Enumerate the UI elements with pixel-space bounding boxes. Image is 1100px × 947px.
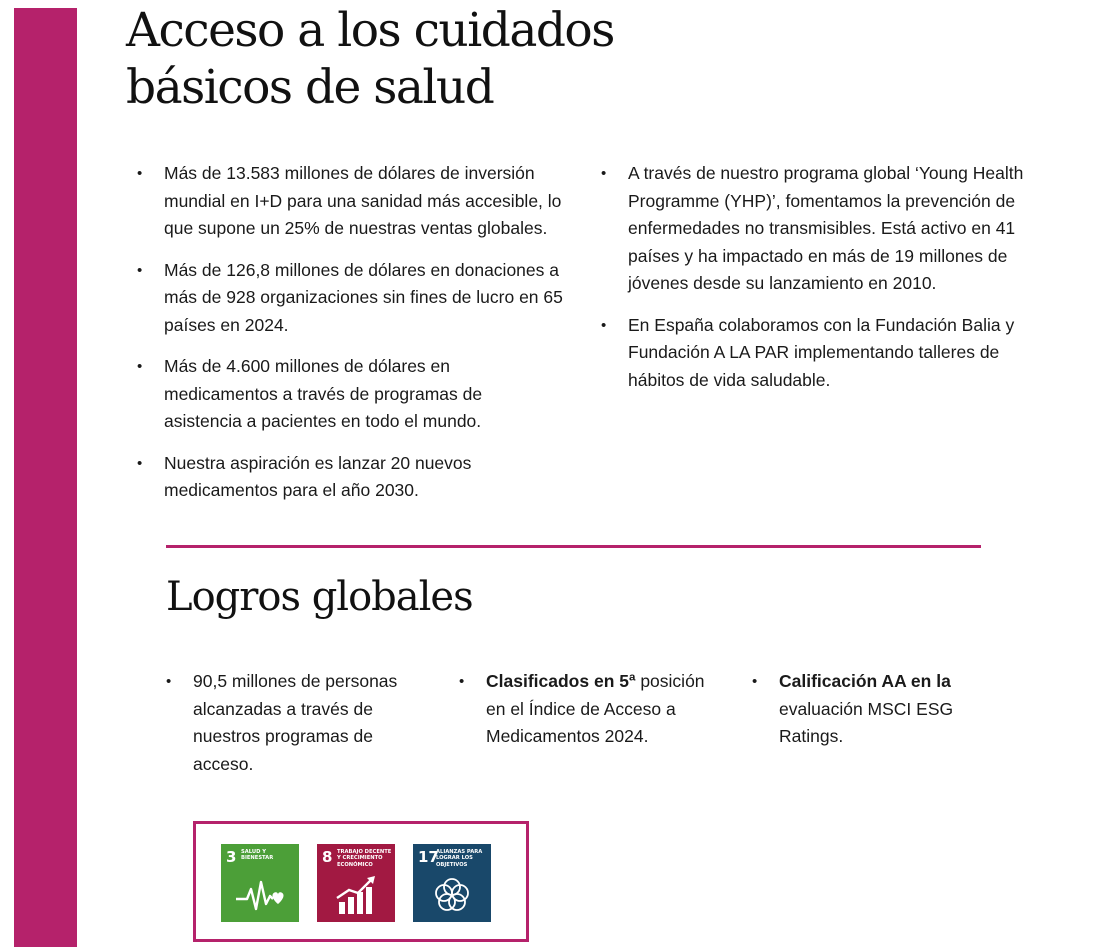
- achievement-2: [486, 668, 721, 765]
- achievement-1: [193, 668, 423, 792]
- page-title-line-2: básicos de salud: [126, 60, 494, 115]
- list-item-text: Más de 126,8 millones de dólares en donaciones a más de 928 organizaciones sin fines de lucro en 65 países en 2024.: [164, 259, 563, 335]
- list-item: • Más de 13.583 millones de dólares de inversión mundial en I+D para una sanidad más accesible, lo que supone un 25% de nuestras ventas globales.: [164, 160, 564, 243]
- sdg-number: 8: [322, 848, 333, 866]
- sdg-3-tile: [221, 844, 299, 922]
- achievement-item: [486, 668, 721, 751]
- list-item: • En España colaboramos con la Fundación Balia y Fundación A LA PAR implementando talleres de hábitos de vida saludable.: [628, 312, 1038, 395]
- sdg-icons-box: [193, 821, 529, 942]
- achievement-3: [779, 668, 1004, 765]
- page-title-line-1: Acceso a los cuidados: [126, 3, 614, 58]
- achievement-item: [779, 668, 1004, 751]
- sdg-label: TRABAJO DECENTE Y CRECIMIENTO ECONÓMICO: [337, 849, 392, 868]
- heartbeat-icon: [235, 874, 285, 916]
- list-item: [164, 257, 564, 340]
- achievement-rest: posición en el Índice de Acceso a Medicamentos 2024.: [486, 671, 705, 746]
- sdg-number: 3: [226, 848, 237, 866]
- section-divider: [166, 545, 981, 548]
- left-bullet-list: [164, 160, 564, 519]
- achievement-text: • 90,5 millones de personas alcanzadas a través de nuestros programas de acceso.: [193, 668, 423, 778]
- side-accent-bar: [14, 8, 77, 947]
- achievement-highlight: Clasificados en 5ª: [486, 671, 636, 691]
- sdg-17-tile: [413, 844, 491, 922]
- list-item: • Más de 4.600 millones de dólares en medicamentos a través de programas de asistencia a pacientes en todo el mundo.: [164, 353, 564, 436]
- sdg-number: 17: [418, 848, 439, 866]
- sdg-label: ALIANZAS PARA LOGRAR LOS OBJETIVOS: [436, 849, 483, 868]
- page-title: [126, 2, 614, 116]
- section-title: Logros globales: [166, 574, 473, 620]
- achievement-highlight: Calificación AA en la: [779, 671, 951, 691]
- sdg-label: SALUD Y BIENESTAR: [241, 849, 274, 862]
- list-item: • A través de nuestro programa global ‘Young Health Programme (YHP)’, fomentamos la prevención de enfermedades no transmisibles. Está activo en 41 países y ha impactado en más de 19 millones de jóvenes desde su lanzamiento en 2010.: [628, 160, 1038, 298]
- list-item: • Nuestra aspiración es lanzar 20 nuevos medicamentos para el año 2030.: [164, 450, 564, 505]
- achievement-rest: evaluación MSCI ESG Ratings.: [779, 698, 954, 746]
- partnership-rings-icon: [427, 874, 477, 916]
- sdg-8-tile: [317, 844, 395, 922]
- growth-chart-icon: [331, 874, 381, 916]
- right-bullet-list: [628, 160, 1038, 408]
